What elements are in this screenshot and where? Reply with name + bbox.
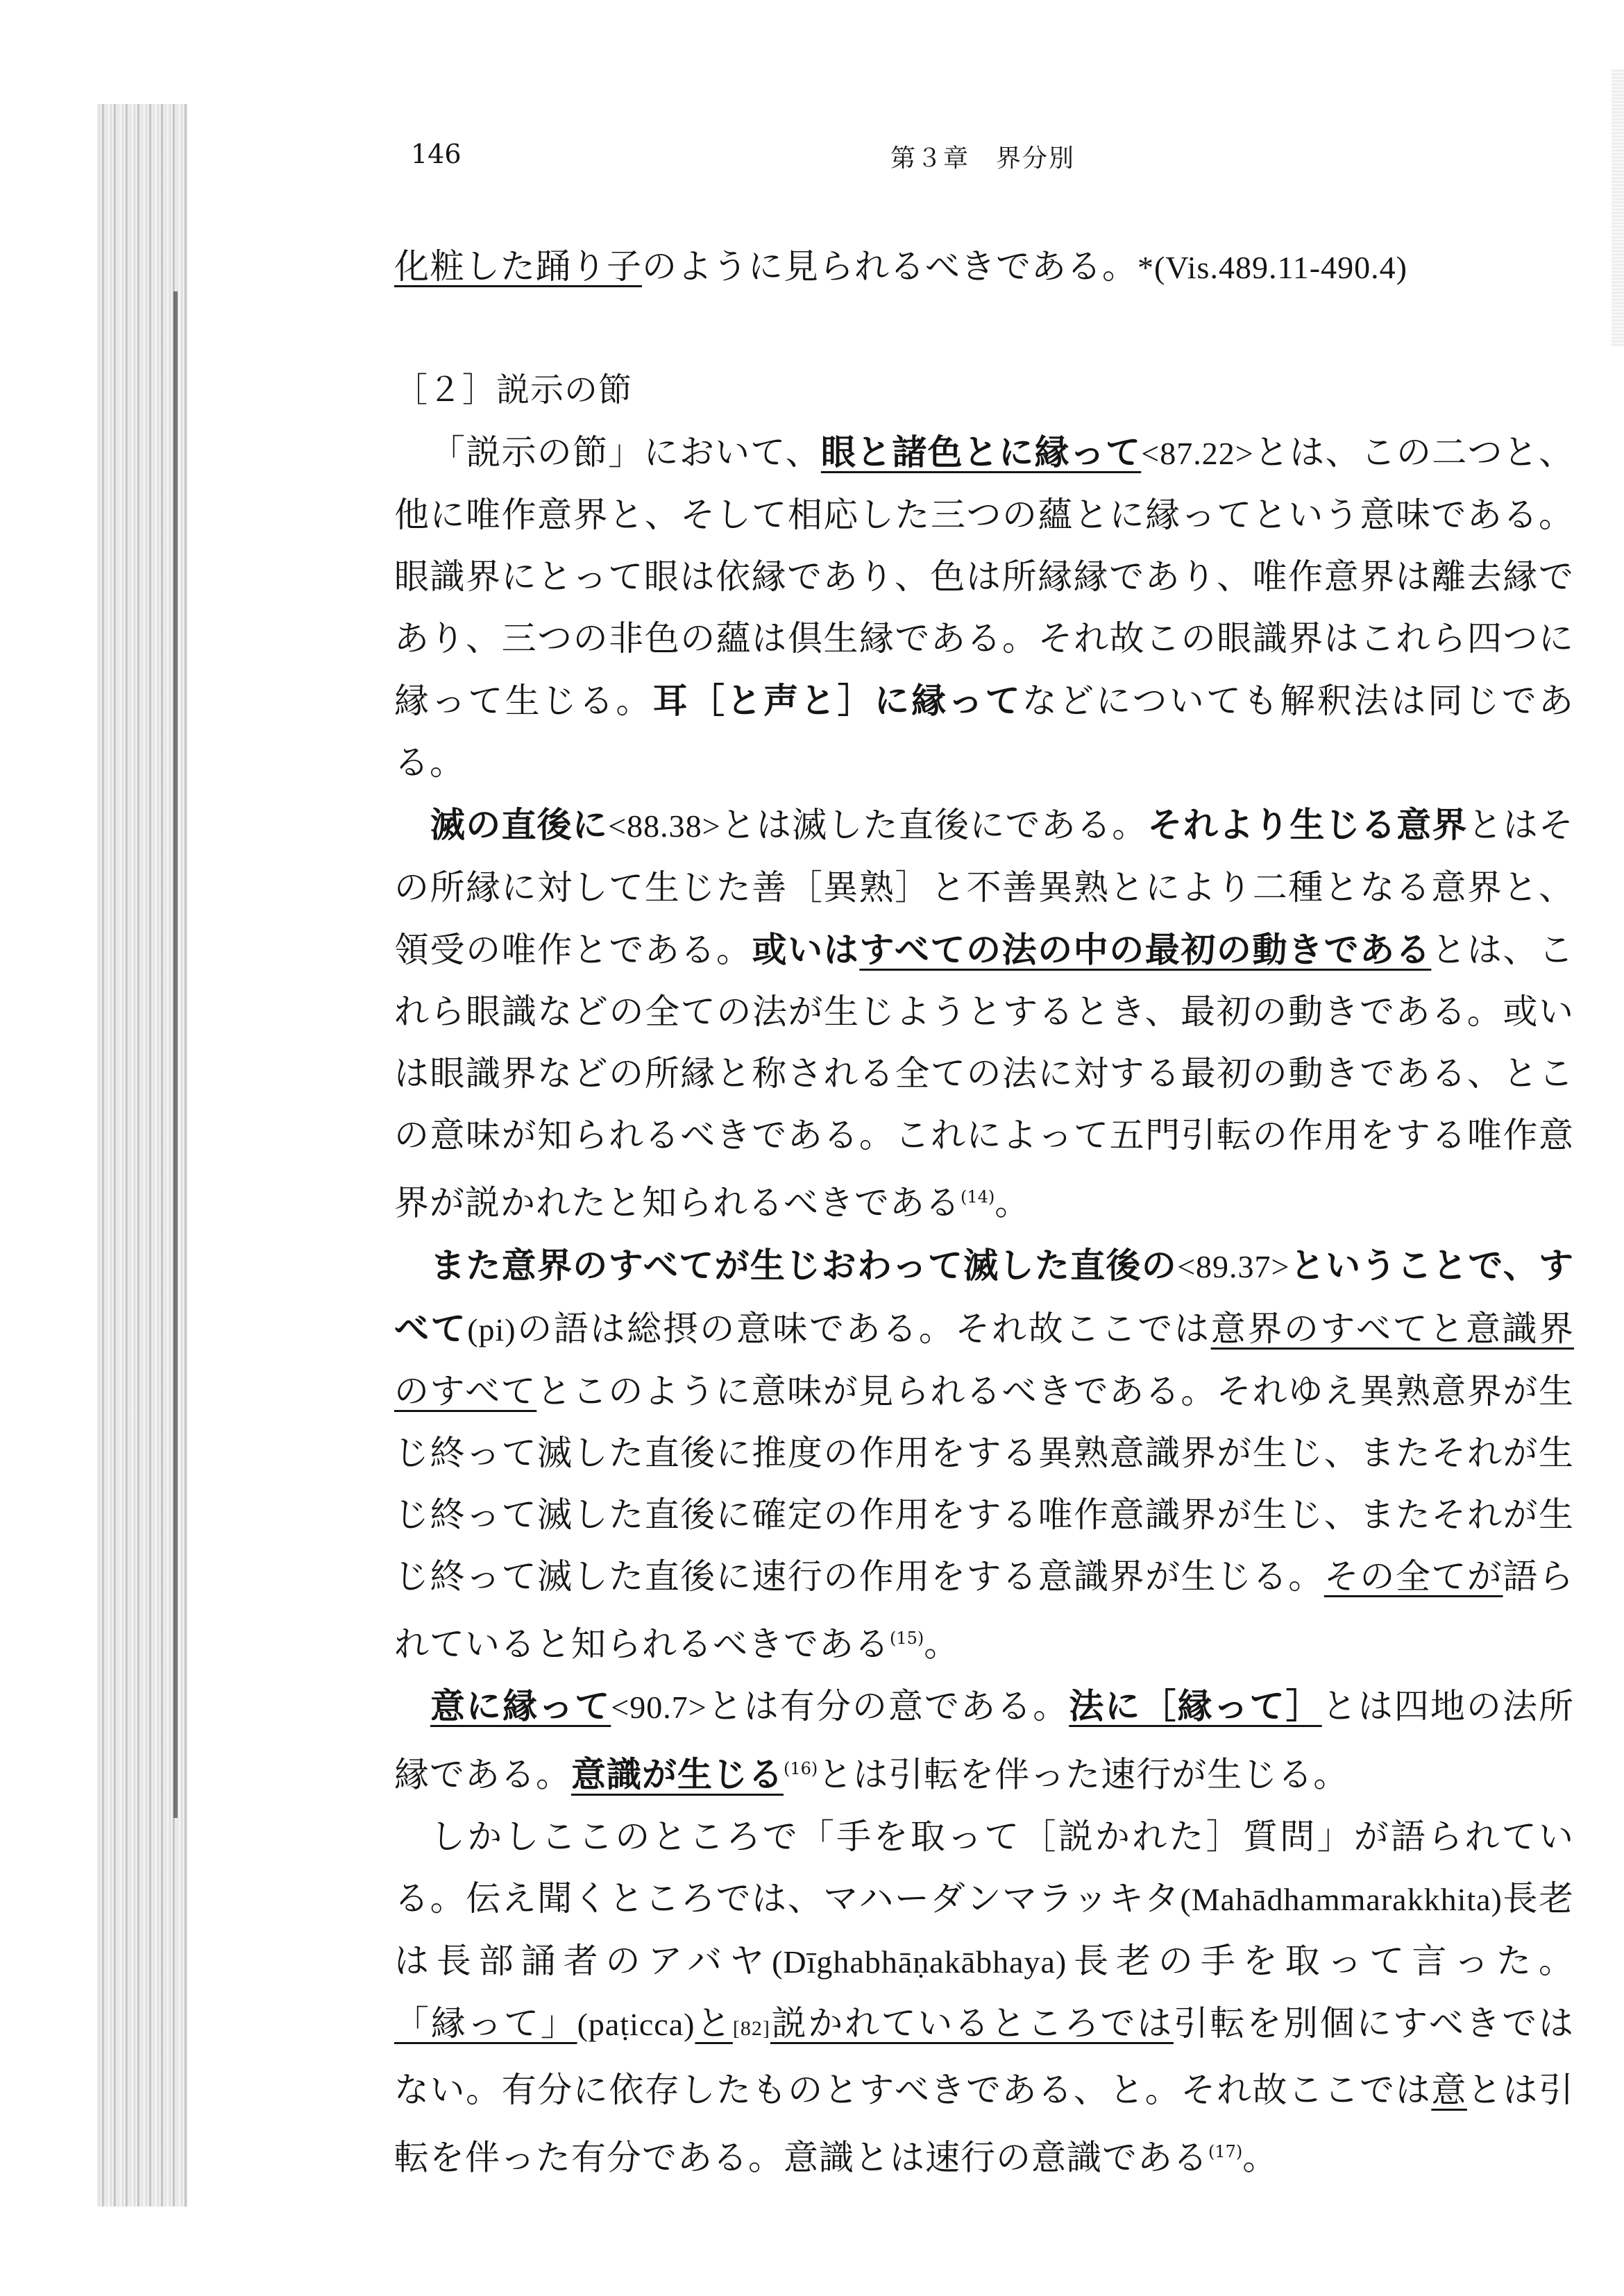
pali-name: (Mahādhammarakkhita) xyxy=(1180,1881,1503,1917)
text: とは四地の法所縁である。 xyxy=(394,1686,1575,1795)
text: とは引転を伴った速行が生じる。 xyxy=(818,1754,1349,1795)
reference: <90.7> xyxy=(611,1690,707,1726)
footnote-ref: (14) xyxy=(961,1187,995,1207)
running-head: 第３章 界分別 xyxy=(890,144,1076,173)
text: 長老の手を取って言った。 xyxy=(1067,1940,1575,1981)
underlined-term: 意界のすべてと意識界のすべて xyxy=(394,1308,1575,1411)
pali-term: (paṭicca) xyxy=(577,2006,695,2042)
key-term: 滅の直後に xyxy=(430,804,609,845)
text: の語は総摂の意味である。それ故ここでは xyxy=(516,1308,1211,1349)
paragraph-1 xyxy=(394,236,1574,298)
footnote-ref: (16) xyxy=(784,1759,818,1779)
text: 引転を別個にすべきではない。有分に依存したものとすべきである、と。それ故ここでは xyxy=(394,2002,1575,2110)
underlined-term: 「縁って」 xyxy=(394,2002,577,2043)
page-number: 146 xyxy=(411,139,462,169)
text: とは滅した直後にである。 xyxy=(720,805,1148,845)
key-term: また意界のすべてが生じおわって滅した直後の xyxy=(430,1244,1178,1286)
binding-line xyxy=(174,291,178,1818)
page-marker: [82] xyxy=(732,2016,770,2040)
page-header xyxy=(0,139,1624,180)
text: 長老は長部誦者のアバヤ xyxy=(394,1878,1575,1981)
footnote-ref: (17) xyxy=(1208,2141,1243,2161)
page-edge xyxy=(1612,69,1624,347)
key-term: 法に［縁って］ xyxy=(1069,1685,1322,1727)
pali-term: (pi) xyxy=(467,1311,516,1347)
footnote-ref: (15) xyxy=(890,1628,924,1648)
page-body xyxy=(394,236,1574,2189)
section-heading: ［２］説示の節 xyxy=(394,371,633,409)
text: のように見られるべきである。 xyxy=(642,246,1137,287)
text: とこのように意味が見られるべきである。それゆえ異熟意界が生じ終って滅した直後に推度の作用をする異熟意識界が生じ、またそれが生じ終って滅した直後に確定の作用をする唯作意識界が生じ、またそれが生じ終って滅した直後に速行の作用をする意識界が生じる。 xyxy=(394,1370,1574,1597)
key-term: 意識が生じる xyxy=(571,1753,784,1795)
underlined-term: と xyxy=(695,2002,733,2043)
paragraph-5 xyxy=(394,1675,1574,1806)
underlined-term: 説かれているところでは xyxy=(770,2002,1174,2043)
underlined-term: 意 xyxy=(1431,2069,1467,2110)
key-term: 眼と諸色とに縁って xyxy=(820,432,1142,473)
key-term: 耳［と声と］に縁って xyxy=(652,680,1022,721)
text: とはその所縁に対して生じた善［異熟］と不善異熟とにより二種となる意界と、領受の唯作とである。 xyxy=(394,805,1575,970)
key-term: すべての法の中の最初の動きである xyxy=(859,929,1432,970)
text: 「説示の節」において、 xyxy=(430,432,821,473)
reference: <89.37> xyxy=(1177,1248,1290,1284)
paragraph-4 xyxy=(394,1234,1574,1676)
text: しかしここのところで「手を取って［説かれた］質問」が語られている。伝え聞くところでは、マハーダンマラッキタ xyxy=(394,1816,1574,1919)
key-term: 或いは xyxy=(752,929,860,970)
paragraph-2 xyxy=(394,421,1574,794)
paragraph-3 xyxy=(394,794,1574,1234)
text: とは有分の意である。 xyxy=(707,1686,1069,1727)
text: とは、これら眼識などの全ての法が生じようとするとき、最初の動きである。或いは眼識界などの所縁と称される全ての法に対する最初の動きである、とこの意味が知られるべきである。これによって五門引転の作用をする唯作意界が説かれたと知られるべきである xyxy=(394,930,1574,1223)
text: 。 xyxy=(924,1624,960,1665)
text: とは、この二つと、他に唯作意界と、そして相応した三つの蘊とに縁ってという意味である。眼識界にとって眼は依縁であり、色は所縁縁であり、唯作意界は離去縁であり、三つの非色の蘊は倶生縁である。それ故この眼識界はこれら四つに縁って生じる。 xyxy=(394,432,1575,721)
key-term: 意に縁って xyxy=(430,1685,611,1727)
underlined-term: 化粧した踊り子 xyxy=(394,246,642,287)
key-term: すべて xyxy=(394,1244,1575,1349)
text: とは引転を伴った有分である。意識とは速行の意識である xyxy=(394,2069,1574,2178)
key-term: ということで、 xyxy=(1289,1244,1539,1286)
text: 語られていると知られるべきである xyxy=(394,1556,1574,1665)
citation: *(Vis.489.11-490.4) xyxy=(1137,250,1407,285)
text: などについても解釈法は同じである。 xyxy=(394,681,1575,783)
key-term: それより生じる意界 xyxy=(1147,804,1468,845)
reference: <88.38> xyxy=(608,808,721,844)
underlined-term: その全てが xyxy=(1323,1556,1503,1597)
text: 。 xyxy=(1242,2137,1278,2178)
text: 。 xyxy=(995,1182,1031,1223)
paragraph-6 xyxy=(394,1806,1574,2189)
reference: <87.22> xyxy=(1141,436,1254,471)
pali-name: (Dīghabhāṇakābhaya) xyxy=(772,1944,1067,1980)
